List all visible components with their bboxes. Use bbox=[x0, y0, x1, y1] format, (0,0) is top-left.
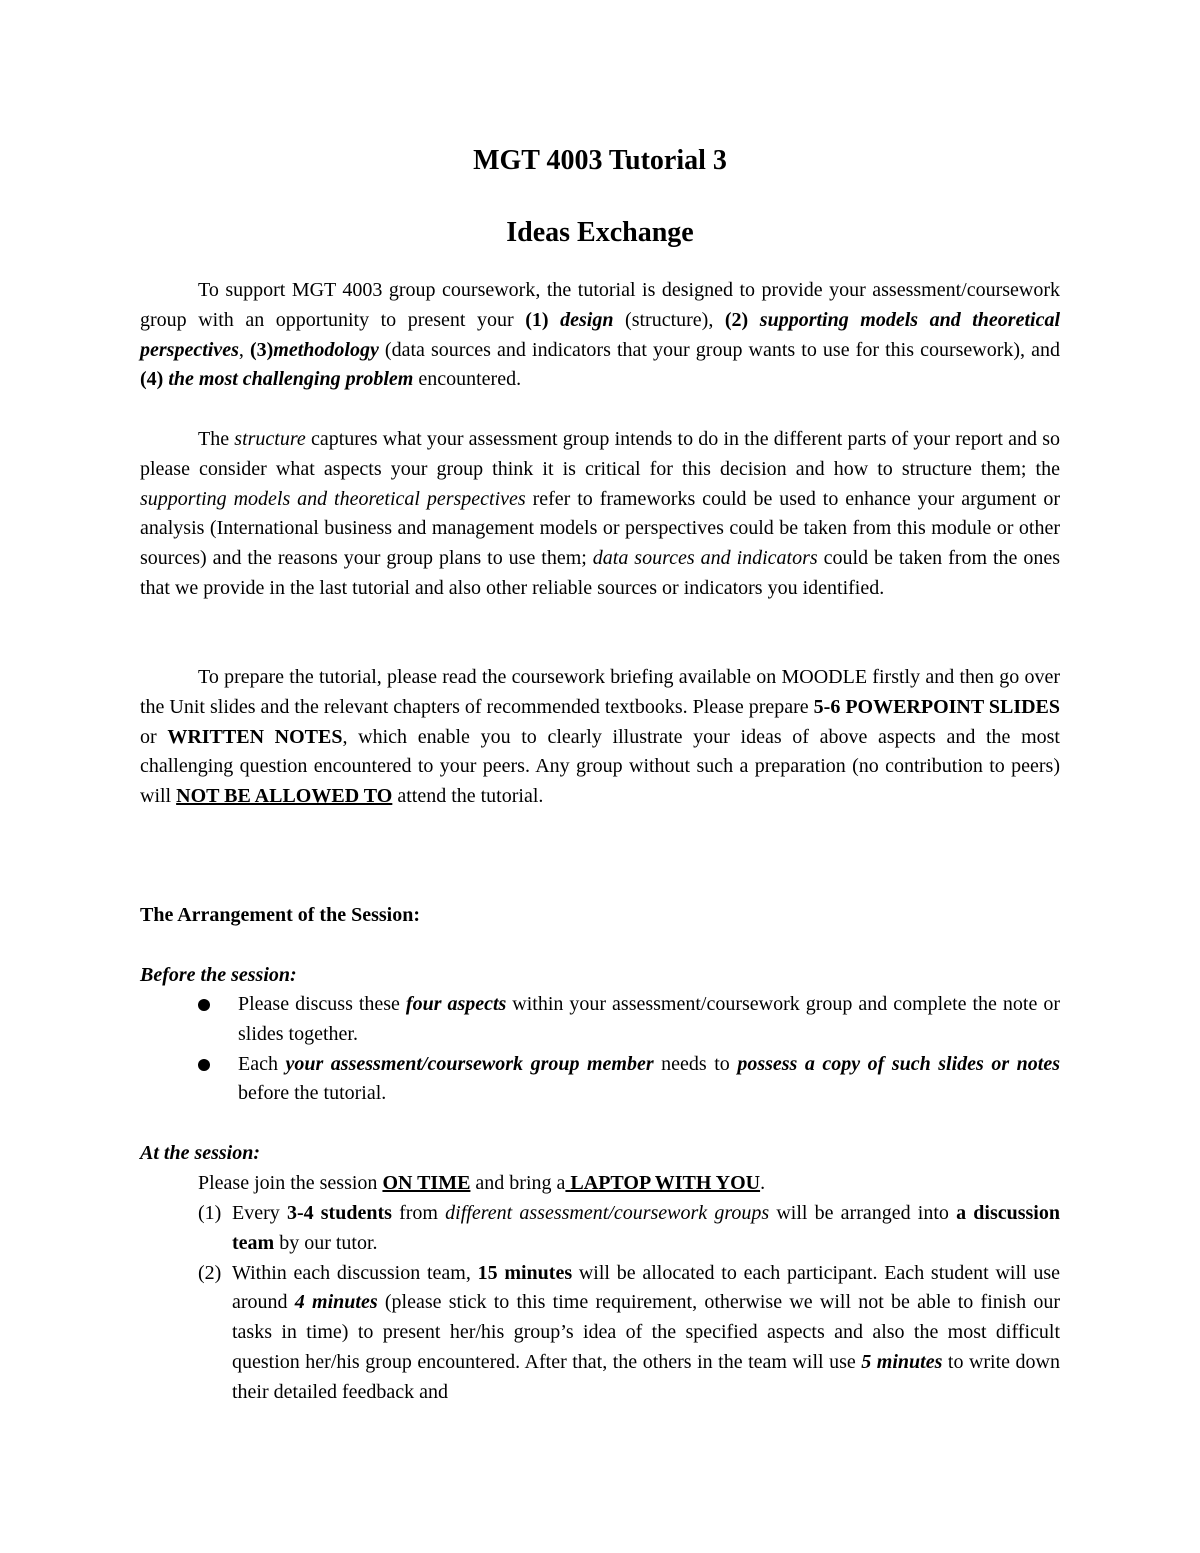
list-item bbox=[140, 1050, 1060, 1110]
at-session-heading: At the session: bbox=[140, 1142, 261, 1164]
bullet-text: before the tutorial. bbox=[238, 1082, 387, 1105]
before-session-heading: Before the session: bbox=[140, 964, 297, 986]
structure-paragraph bbox=[140, 425, 1060, 604]
prepare-keyword: WRITTEN NOTES bbox=[167, 725, 343, 748]
bullet-text: Each bbox=[238, 1052, 286, 1075]
step-text: by our tutor. bbox=[274, 1231, 378, 1254]
step-keyword: 3-4 students bbox=[286, 1202, 392, 1224]
step-number: (1) bbox=[198, 1202, 222, 1224]
step-text: will be allocated to each participant. Each student will use around bbox=[232, 1261, 1060, 1314]
step-text: (please stick to this time requirement, otherwise we will not be able to finish our tasks in time) to present her/his group’s idea of the specified aspects and also the most difficult question her/his group encountered. After that, the others in the team will use bbox=[232, 1291, 1060, 1373]
step-keyword: 4 minutes bbox=[294, 1291, 378, 1314]
bullet-text: within your assessment/coursework group and complete the note or slides together. bbox=[238, 993, 1060, 1045]
document-subtitle: Ideas Exchange bbox=[506, 217, 694, 248]
structure-text: refer to frameworks could be used to enhance your argument or analysis (International business and management models or perspectives could be taken from this module or other sources) and the reasons your group plans to use them; bbox=[140, 487, 1060, 570]
document-title: MGT 4003 Tutorial 3 bbox=[473, 145, 727, 176]
intro-text: and bring a bbox=[470, 1172, 566, 1194]
prepare-text: To prepare the tutorial, please read the coursework briefing available on MOODLE firstly and then go over the Unit slides and the relevant chapters of recommended textbooks. Please prepare bbox=[140, 666, 1060, 718]
list-item bbox=[140, 1259, 1060, 1408]
step-number: (2) bbox=[198, 1261, 222, 1284]
list-item bbox=[140, 990, 1060, 1050]
intro-number: (2) bbox=[724, 308, 749, 331]
intro-paragraph bbox=[140, 276, 1060, 395]
intro-number: (4) bbox=[140, 368, 164, 391]
intro-number: (1) bbox=[525, 308, 549, 331]
intro-keyword: methodology bbox=[273, 338, 379, 361]
prepare-text: attend the tutorial. bbox=[392, 785, 544, 808]
before-session-list bbox=[140, 990, 1060, 1109]
structure-text: captures what your assessment group intends to do in the different parts of your report and so please consider what aspects your group think it is critical for this decision and how to structure them; the bbox=[140, 428, 1061, 480]
step-text: to write down their detailed feedback and bbox=[232, 1350, 1061, 1403]
step-text: from bbox=[391, 1202, 446, 1224]
structure-text: could be taken from the ones that we provide in the last tutorial and also other reliable sources or indicators you identified. bbox=[140, 547, 1061, 599]
intro-text: . bbox=[760, 1172, 766, 1194]
at-session-steps bbox=[140, 1199, 1060, 1408]
arrangement-heading: The Arrangement of the Session: bbox=[140, 904, 420, 926]
intro-number: (3) bbox=[249, 338, 274, 361]
intro-text: encountered. bbox=[413, 368, 522, 391]
intro-text: To support MGT 4003 group coursework, the tutorial is designed to provide your assessment/coursework group with an opportunity to present your bbox=[140, 279, 1060, 331]
bullet-keyword: possess a copy of such slides or notes bbox=[737, 1052, 1060, 1075]
prepare-keyword: 5-6 POWERPOINT SLIDES bbox=[813, 695, 1061, 718]
prepare-paragraph bbox=[140, 663, 1060, 812]
intro-text: , bbox=[238, 338, 250, 361]
prepare-text: , which enable you to clearly illustrate your ideas of above aspects and the most challenging question encountered to your peers. Any group without such a preparation (no contribution to peers) will bbox=[140, 725, 1060, 808]
step-keyword: a discussion team bbox=[232, 1202, 1060, 1254]
intro-text: Please join the session bbox=[198, 1172, 383, 1194]
step-text: will be arranged into bbox=[769, 1202, 957, 1224]
intro-keyword: design bbox=[560, 308, 614, 331]
step-keyword: 5 minutes bbox=[861, 1350, 943, 1373]
step-text: Within each discussion team, bbox=[232, 1261, 478, 1284]
laptop-keyword: LAPTOP WITH YOU bbox=[565, 1172, 761, 1194]
bullet-text: needs to bbox=[653, 1052, 738, 1075]
structure-keyword: supporting models and theoretical perspectives bbox=[140, 487, 526, 510]
prepare-text: or bbox=[140, 725, 168, 748]
step-keyword: different assessment/coursework groups bbox=[445, 1202, 770, 1224]
intro-keyword: the most challenging problem bbox=[168, 368, 414, 391]
intro-text: (structure), bbox=[613, 308, 725, 331]
at-session-intro bbox=[198, 1169, 765, 1199]
bullet-icon bbox=[198, 999, 210, 1011]
bullet-text: Please discuss these bbox=[238, 993, 406, 1015]
list-item bbox=[140, 1199, 1060, 1259]
structure-text: The bbox=[198, 428, 235, 450]
bullet-keyword: your assessment/coursework group member bbox=[285, 1052, 654, 1075]
bullet-keyword: four aspects bbox=[405, 993, 507, 1015]
prepare-warning: NOT BE ALLOWED TO bbox=[176, 785, 393, 808]
step-text: Every bbox=[232, 1202, 287, 1224]
structure-keyword: data sources and indicators bbox=[592, 547, 818, 570]
structure-keyword: structure bbox=[234, 428, 306, 450]
intro-text: (data sources and indicators that your group wants to use for this coursework), and bbox=[378, 338, 1061, 361]
on-time-keyword: ON TIME bbox=[382, 1172, 471, 1194]
intro-keyword: supporting models and theoretical perspectives bbox=[140, 308, 1061, 361]
step-keyword: 15 minutes bbox=[477, 1261, 573, 1284]
bullet-icon bbox=[198, 1059, 210, 1071]
